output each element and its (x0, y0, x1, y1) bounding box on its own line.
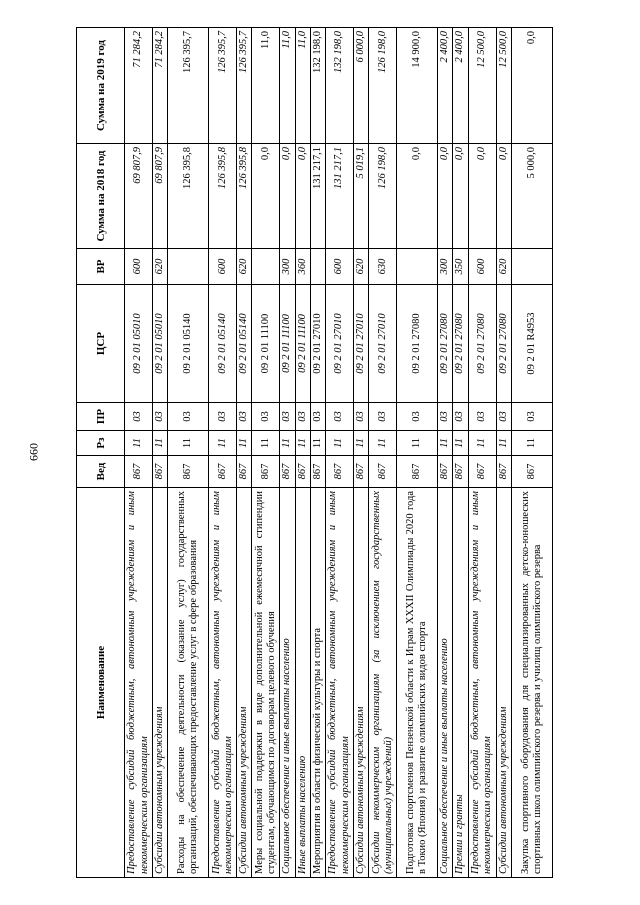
cell-pr: 03 (295, 403, 310, 431)
cell-rz: 11 (280, 431, 295, 456)
cell-name: Субсидии автономным учреждениям (237, 488, 252, 878)
cell-csr: 09 2 01 27080 (397, 285, 438, 403)
cell-sum-2018: 69 807,9 (125, 144, 153, 249)
cell-ved: 867 (453, 456, 468, 488)
cell-name: Субсидии автономным учреждениям (496, 488, 511, 878)
table-row (369, 28, 397, 878)
page-number: 660 (26, 443, 41, 461)
table-row (438, 28, 453, 878)
cell-rz: 11 (326, 431, 354, 456)
cell-pr: 03 (125, 403, 153, 431)
cell-name: Меры социальной поддержки в виде дополнительной ежемесячной стипендии студентам, обучающимся по договорам целевого обучения (252, 488, 280, 878)
cell-ved: 867 (237, 456, 252, 488)
table-row (310, 28, 325, 878)
cell-csr: 09 2 01 R4953 (511, 285, 552, 403)
header-pr: ПР (77, 403, 125, 431)
cell-ved: 867 (369, 456, 397, 488)
cell-vr: 620 (237, 249, 252, 285)
cell-rz: 11 (153, 431, 168, 456)
cell-sum-2019: 126 395,7 (168, 28, 209, 144)
cell-sum-2019: 12 500,0 (496, 28, 511, 144)
cell-name: Субсидии автономным учреждениям (153, 488, 168, 878)
cell-name: Предоставление субсидий бюджетным, автономным учреждениям и иным некоммерческим организациям (209, 488, 237, 878)
cell-csr: 09 2 01 27080 (453, 285, 468, 403)
header-csr: ЦСР (77, 285, 125, 403)
cell-sum-2019: 12 500,0 (468, 28, 496, 144)
cell-pr: 03 (397, 403, 438, 431)
table-row (125, 28, 153, 878)
cell-csr: 09 2 01 05140 (237, 285, 252, 403)
cell-csr: 09 2 01 27080 (438, 285, 453, 403)
cell-rz: 11 (511, 431, 552, 456)
cell-sum-2018: 0,0 (453, 144, 468, 249)
cell-sum-2018: 131 217,1 (310, 144, 325, 249)
table-row (252, 28, 280, 878)
cell-pr: 03 (168, 403, 209, 431)
cell-csr: 09 2 01 11100 (280, 285, 295, 403)
cell-rz: 11 (453, 431, 468, 456)
rotated-page (76, 28, 612, 878)
cell-rz: 11 (209, 431, 237, 456)
header-row (77, 28, 125, 878)
cell-sum-2018: 0,0 (280, 144, 295, 249)
cell-name: Субсидии некоммерческим организациям (за исключением государственных (муниципальных) учреждений) (369, 488, 397, 878)
cell-pr: 03 (511, 403, 552, 431)
cell-rz: 11 (295, 431, 310, 456)
cell-csr: 09 2 01 27080 (468, 285, 496, 403)
cell-csr: 09 2 01 27010 (326, 285, 354, 403)
cell-vr: 300 (280, 249, 295, 285)
cell-name: Субсидии автономным учреждениям (354, 488, 369, 878)
cell-rz: 11 (468, 431, 496, 456)
cell-name: Предоставление субсидий бюджетным, автономным учреждениям и иным некоммерческим организациям (468, 488, 496, 878)
cell-ved: 867 (511, 456, 552, 488)
cell-csr: 09 2 01 27010 (369, 285, 397, 403)
cell-pr: 03 (310, 403, 325, 431)
cell-pr: 03 (468, 403, 496, 431)
table-row (511, 28, 552, 878)
cell-csr: 09 2 01 05140 (209, 285, 237, 403)
table-row (168, 28, 209, 878)
cell-name: Иные выплаты населению (295, 488, 310, 878)
cell-sum-2019: 71 284,2 (125, 28, 153, 144)
cell-sum-2018: 126 395,8 (237, 144, 252, 249)
table-row (295, 28, 310, 878)
cell-sum-2018: 126 198,0 (369, 144, 397, 249)
cell-rz: 11 (397, 431, 438, 456)
cell-name: Подготовка спортсменов Пензенской области к Играм XXXII Олимпиады 2020 года в Токио (Япония) и развитие олимпийских видов спорта (397, 488, 438, 878)
cell-name: Социальное обеспечение и иные выплаты населению (438, 488, 453, 878)
cell-sum-2019: 11,0 (252, 28, 280, 144)
cell-rz: 11 (125, 431, 153, 456)
cell-vr: 630 (369, 249, 397, 285)
table-row (153, 28, 168, 878)
cell-vr: 620 (496, 249, 511, 285)
cell-sum-2018: 0,0 (468, 144, 496, 249)
cell-vr: 620 (354, 249, 369, 285)
header-vr: ВР (77, 249, 125, 285)
cell-sum-2019: 126 395,7 (209, 28, 237, 144)
cell-vr: 300 (438, 249, 453, 285)
header-ved: Вед (77, 456, 125, 488)
header-name: Наименование (77, 488, 125, 878)
cell-name: Закупка спортивного оборудования для специализированных детско-юношеских спортивных школ олимпийского резерва и училищ олимпийского резерва (511, 488, 552, 878)
cell-csr: 09 2 01 05140 (168, 285, 209, 403)
cell-vr: 600 (209, 249, 237, 285)
cell-vr (168, 249, 209, 285)
cell-sum-2018: 126 395,8 (168, 144, 209, 249)
cell-csr: 09 2 01 11100 (295, 285, 310, 403)
cell-sum-2019: 71 284,2 (153, 28, 168, 144)
table-row (468, 28, 496, 878)
cell-vr (310, 249, 325, 285)
cell-ved: 867 (153, 456, 168, 488)
cell-vr: 600 (125, 249, 153, 285)
cell-rz: 11 (369, 431, 397, 456)
cell-pr: 03 (496, 403, 511, 431)
cell-ved: 867 (326, 456, 354, 488)
table-row (496, 28, 511, 878)
cell-pr: 03 (252, 403, 280, 431)
cell-rz: 11 (354, 431, 369, 456)
cell-sum-2019: 2 400,0 (453, 28, 468, 144)
cell-sum-2019: 11,0 (280, 28, 295, 144)
cell-ved: 867 (252, 456, 280, 488)
cell-ved: 867 (468, 456, 496, 488)
cell-pr: 03 (453, 403, 468, 431)
header-sum-2019: Сумма на 2019 год (77, 28, 125, 144)
cell-pr: 03 (369, 403, 397, 431)
cell-csr: 09 2 01 27010 (354, 285, 369, 403)
cell-sum-2019: 0,0 (511, 28, 552, 144)
cell-vr (397, 249, 438, 285)
cell-sum-2019: 126 198,0 (369, 28, 397, 144)
cell-sum-2019: 132 198,0 (326, 28, 354, 144)
cell-csr: 09 2 01 27080 (496, 285, 511, 403)
cell-sum-2018: 0,0 (295, 144, 310, 249)
cell-rz: 11 (252, 431, 280, 456)
table-row (453, 28, 468, 878)
cell-vr (252, 249, 280, 285)
cell-ved: 867 (209, 456, 237, 488)
cell-vr: 600 (468, 249, 496, 285)
cell-ved: 867 (438, 456, 453, 488)
cell-name: Расходы на обеспечение деятельности (оказание услуг) государственных организаций, обеспечивающих предоставление услуг в сфере образования (168, 488, 209, 878)
cell-sum-2018: 0,0 (252, 144, 280, 249)
cell-rz: 11 (438, 431, 453, 456)
cell-pr: 03 (237, 403, 252, 431)
cell-sum-2018: 5 019,1 (354, 144, 369, 249)
table-row (326, 28, 354, 878)
cell-pr: 03 (438, 403, 453, 431)
cell-sum-2018: 0,0 (496, 144, 511, 249)
cell-pr: 03 (209, 403, 237, 431)
cell-ved: 867 (295, 456, 310, 488)
cell-vr: 620 (153, 249, 168, 285)
cell-sum-2019: 6 000,0 (354, 28, 369, 144)
cell-name: Предоставление субсидий бюджетным, автономным учреждениям и иным некоммерческим организациям (125, 488, 153, 878)
cell-sum-2018: 131 217,1 (326, 144, 354, 249)
table-body (125, 28, 553, 878)
cell-sum-2018: 0,0 (397, 144, 438, 249)
cell-vr: 600 (326, 249, 354, 285)
cell-name: Предоставление субсидий бюджетным, автономным учреждениям и иным некоммерческим организациям (326, 488, 354, 878)
cell-sum-2019: 132 198,0 (310, 28, 325, 144)
cell-sum-2018: 126 395,8 (209, 144, 237, 249)
cell-vr: 350 (453, 249, 468, 285)
cell-pr: 03 (153, 403, 168, 431)
cell-ved: 867 (496, 456, 511, 488)
cell-sum-2018: 5 000,0 (511, 144, 552, 249)
cell-name: Премии и гранты (453, 488, 468, 878)
cell-sum-2019: 14 900,0 (397, 28, 438, 144)
cell-ved: 867 (280, 456, 295, 488)
cell-csr: 09 2 01 27010 (310, 285, 325, 403)
cell-csr: 09 2 01 05010 (153, 285, 168, 403)
cell-rz: 11 (310, 431, 325, 456)
cell-sum-2019: 11,0 (295, 28, 310, 144)
cell-vr: 360 (295, 249, 310, 285)
cell-ved: 867 (125, 456, 153, 488)
cell-ved: 867 (397, 456, 438, 488)
cell-vr (511, 249, 552, 285)
cell-name: Социальное обеспечение и иные выплаты населению (280, 488, 295, 878)
cell-rz: 11 (168, 431, 209, 456)
cell-ved: 867 (168, 456, 209, 488)
budget-table (76, 27, 553, 878)
table-row (397, 28, 438, 878)
cell-rz: 11 (237, 431, 252, 456)
cell-name: Мероприятия в области физической культуры и спорта (310, 488, 325, 878)
cell-csr: 09 2 01 05010 (125, 285, 153, 403)
table-row (237, 28, 252, 878)
cell-ved: 867 (354, 456, 369, 488)
header-rz: Рз (77, 431, 125, 456)
cell-pr: 03 (326, 403, 354, 431)
table-row (209, 28, 237, 878)
cell-csr: 09 2 01 11100 (252, 285, 280, 403)
cell-rz: 11 (496, 431, 511, 456)
cell-sum-2019: 126 395,7 (237, 28, 252, 144)
table-row (280, 28, 295, 878)
cell-pr: 03 (354, 403, 369, 431)
cell-sum-2018: 69 807,9 (153, 144, 168, 249)
cell-sum-2019: 2 400,0 (438, 28, 453, 144)
cell-ved: 867 (310, 456, 325, 488)
table-row (354, 28, 369, 878)
cell-sum-2018: 0,0 (438, 144, 453, 249)
header-sum-2018: Сумма на 2018 год (77, 144, 125, 249)
cell-pr: 03 (280, 403, 295, 431)
